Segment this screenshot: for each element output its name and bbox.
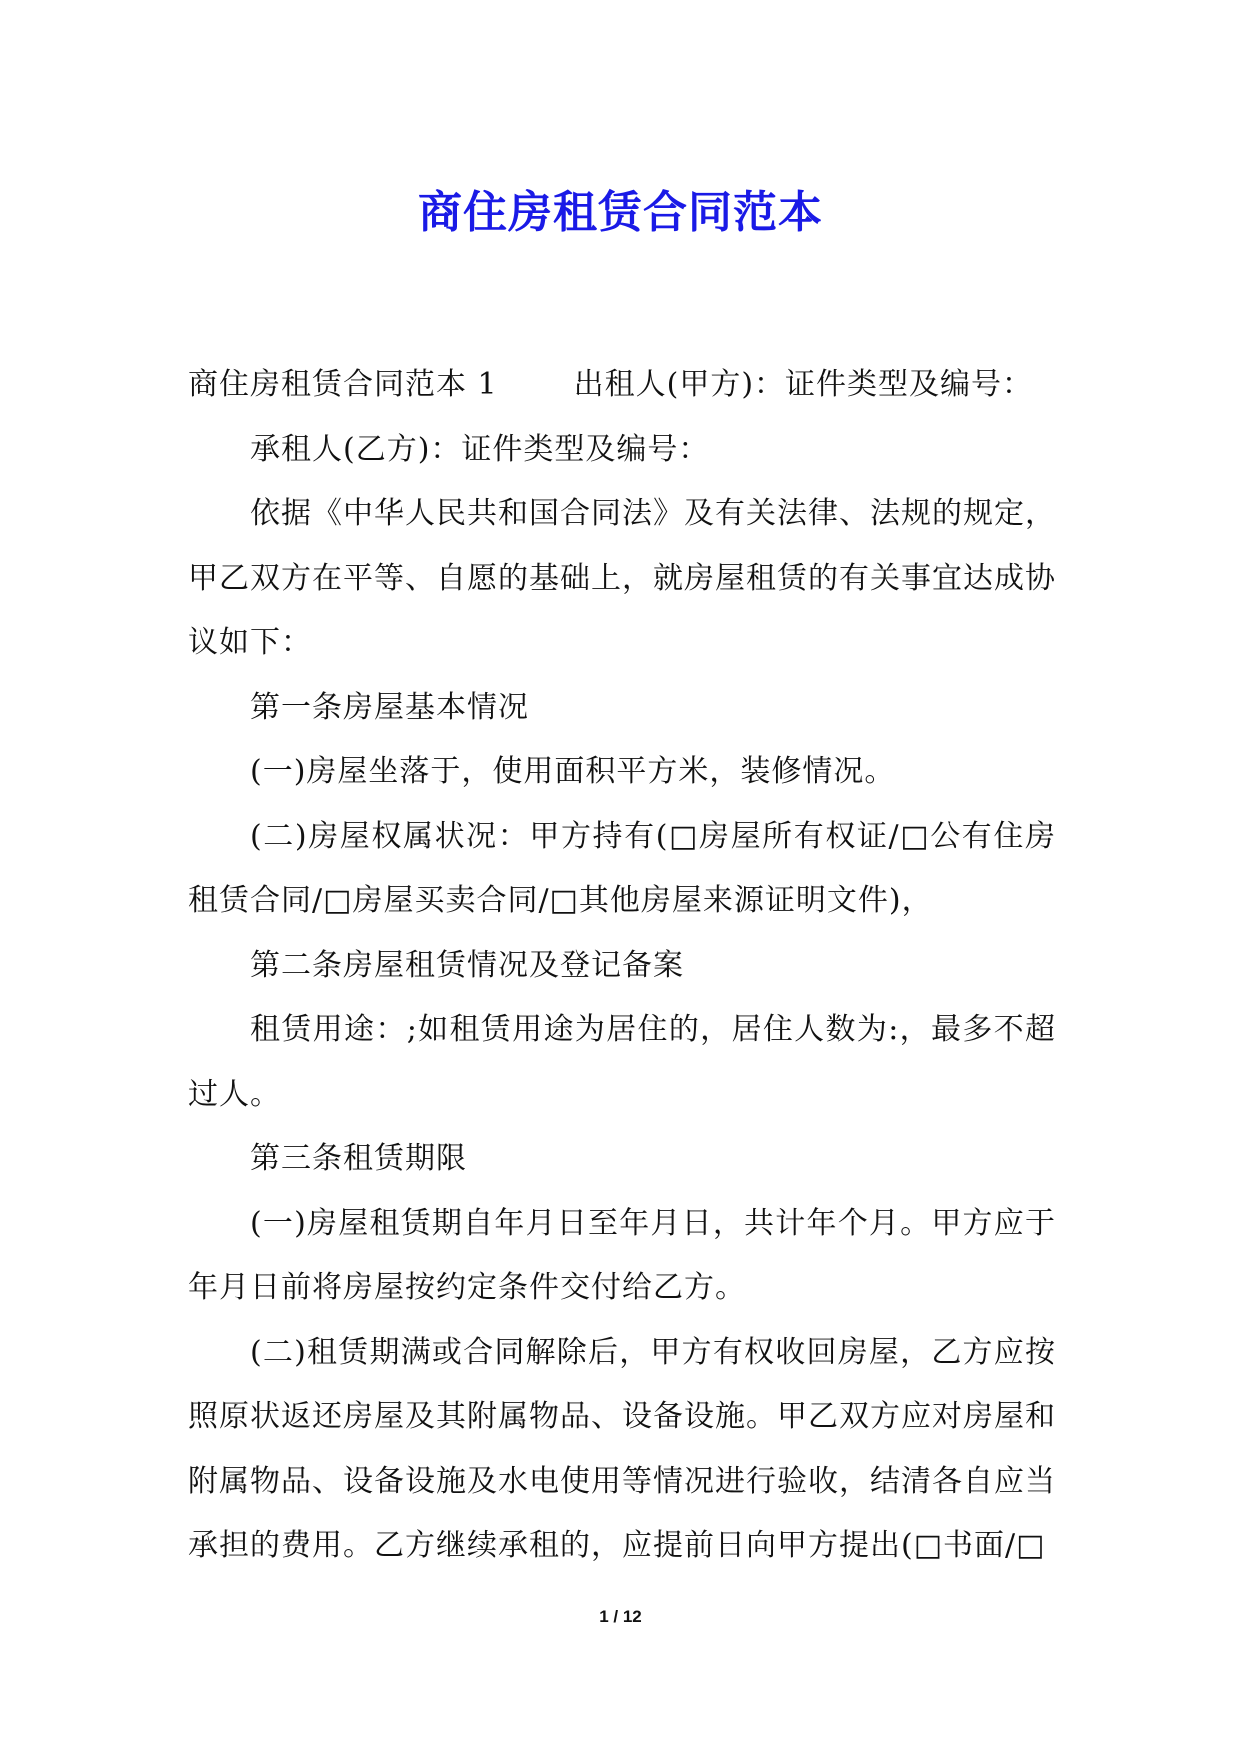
article-2-clause-1: 租赁用途：;如租赁用途为居住的，居住人数为:，最多不超过人。 (188, 1012, 1056, 1112)
article-3-heading: 第三条租赁期限 (250, 1141, 467, 1176)
lessor-line: 出租人(甲方)：证件类型及编号： (573, 367, 1034, 402)
lessee-line: 承租人(乙方)：证件类型及编号： (250, 431, 710, 467)
preamble-paragraph: 依据《中华人民共和国合同法》及有关法律、法规的规定，甲乙双方在平等、自愿的基础上，就房屋租赁的有关事宜达成协议如下： (188, 496, 1056, 660)
article-3-clause-1: (一)房屋租赁期自年月日至年月日，共计年个月。甲方应于年月日前将房屋按约定条件交付给乙方。 (188, 1205, 1056, 1305)
article-1-heading: 第一条房屋基本情况 (250, 689, 529, 725)
page-title: 商住房租赁合同范本 (418, 187, 823, 239)
page-number: 1 / 12 (599, 1607, 642, 1626)
article-2-heading: 第二条房屋租赁情况及登记备案 (250, 947, 684, 983)
article-1-clause-1: (一)房屋坐落于，使用面积平方米，装修情况。 (250, 754, 896, 789)
document-body (188, 353, 1056, 1579)
article-3-clause-2: (二)租赁期满或合同解除后，甲方有权收回房屋，乙方应按照原状返还房屋及其附属物品、设备设施。甲乙双方应对房屋和附属物品、设备设施及水电使用等情况进行验收，结清各自应当承担的费用。乙方继续承租的，应提前日向甲方提出(□书面/□ (188, 1334, 1056, 1563)
article-1-clause-2: (二)房屋权属状况：甲方持有(□房屋所有权证/□公有住房租赁合同/□房屋买卖合同/□其他房屋来源证明文件)， (188, 818, 1056, 918)
intro-heading: 商住房租赁合同范本 1 (188, 367, 498, 402)
intro-line (188, 353, 1056, 418)
